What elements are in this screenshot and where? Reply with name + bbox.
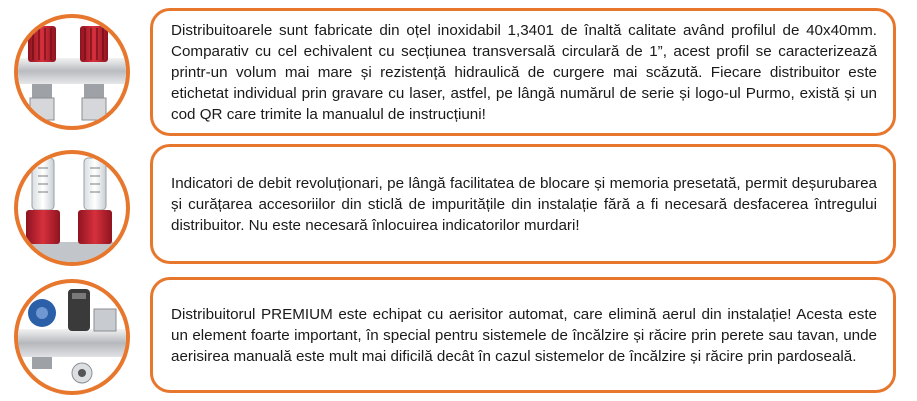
automatic-air-vent-icon bbox=[14, 279, 130, 395]
feature-description: Distribuitoarele sunt fabricate din oțel inoxidabil 1,3401 de înaltă calitate având profilul de 40x40mm. Comparativ cu cel echivalent cu secțiunea transversală circulară de 1”, acest profil se caracterizează printr-un volum mai mare și rezistență hidraulică de curgere mai scăzută. Fiecare distribuitor este etichetat individual prin gravare cu laser, astfel, pe lângă numărul de serie și logo-ul Purmo, există și un cod QR care trimite la manualul de instrucțiuni! bbox=[171, 21, 877, 123]
manifold-stainless-profile-icon bbox=[14, 14, 130, 130]
feature-text-box bbox=[150, 277, 896, 393]
feature-description: Indicatori de debit revoluționari, pe lângă facilitatea de blocare și memoria presetată, permit deșurubarea și curățarea accesoriilor din sticlă de impuritățile din instalație fără a fi necesară desfacerea întregului distribuitor. Nu este necesară înlocuirea indicatorilor murdari! bbox=[171, 174, 877, 234]
feature-description: Distribuitorul PREMIUM este echipat cu aerisitor automat, care elimină aerul din instalație! Acesta este un element foarte important, în special pentru sistemele de încălzire și răcire prin perete sau tavan, unde aerisirea manuală este mult mai dificilă decât în cazul sistemelor de încălzire și răcire prin pardoseală. bbox=[171, 305, 877, 365]
feature-text-box bbox=[150, 144, 896, 264]
feature-text-box bbox=[150, 8, 896, 136]
flow-indicator-icon bbox=[14, 150, 130, 266]
